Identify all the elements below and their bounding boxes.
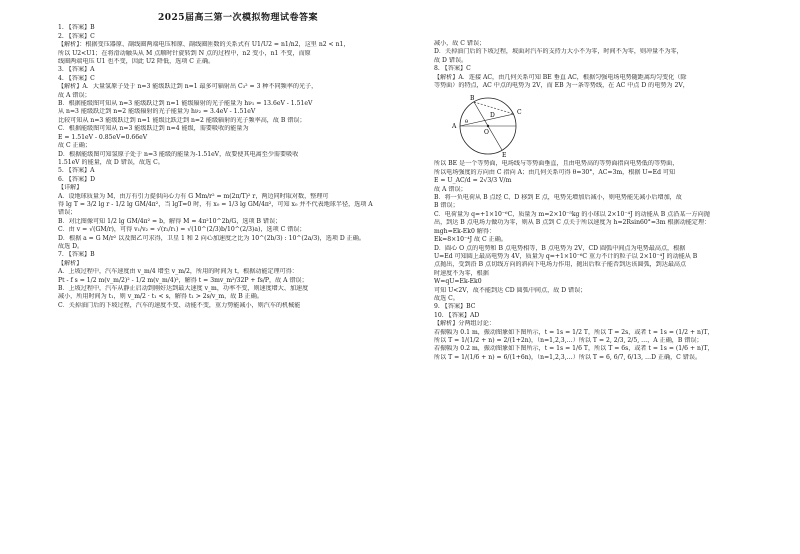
text-line: W=qU=Ek-Ek0: [434, 278, 482, 286]
text-line: 可知 U<2V，故不能到达 CD 圆弧中间点，故 D 错误；: [434, 286, 587, 294]
text-line: 所以 U2<U1；在将滑动触头从 M 点顺时针旋转到 N 点的过程中，n2 变小，n1 不变，而原: [58, 49, 311, 57]
label-theta: θ: [465, 119, 469, 126]
text-line: 【解析】A．大量氢原子处于 n=3 能级跃迁到 n=1 最多可辐射出 C₃² = 3 种不同频率的光子，: [58, 83, 318, 91]
label-b: B: [470, 95, 475, 103]
text-line: 故选 D。: [58, 242, 84, 250]
text-line: 1.51eV 的能量，故 D 错误，故选 C。: [58, 158, 164, 166]
center-point: [487, 125, 489, 127]
text-line: 1. 【答案】B: [58, 24, 95, 32]
text-line: 若振幅为 0.2 m，振动图象如下图所示，t = 1s = 1/6 T，所以 T = 6s，或者 t = 1s = (1/6 + n)T，: [434, 345, 714, 353]
text-line: 6. 【答案】D: [58, 175, 96, 183]
text-line: C．关掉油门后的下坡过程，汽车的速度不变、动能不变，重力势能减小，则汽车的机械能: [58, 301, 301, 309]
text-line: mgh=Ek-Ek0 解得：: [434, 227, 496, 235]
text-line: 故 A 错误；: [434, 185, 467, 193]
text-line: B．根据能级图可知从 n=3 能级跃迁到 n=1 能级辐射的光子能量为 hν₁ = 13.6eV - 1.51eV: [58, 100, 313, 108]
left-column: [58, 14, 418, 310]
text-line: 故 C 正确；: [58, 142, 91, 150]
text-line: 比较可知从 n=3 能级跃迁到 n=1 能级比跃迁到 n=2 能级辐射的光子频率高，故 B 错误；: [58, 116, 306, 124]
text-line: 所以 BE 是一个等势面，电场线与等势面垂直，且由电势高的等势面指向电势低的等势面，: [434, 160, 679, 168]
label-o: O: [484, 129, 489, 137]
text-line: 【详解】: [58, 184, 83, 192]
text-line: 错误；: [58, 209, 77, 217]
text-line: 得 lg T = 3/2 lg r - 1/2 lg GM/4π²，当 lgT=0 时，有 x₀ = 1/3 lg GM/4π²，可知 x₀ 并不代表地球半径，选项 A: [58, 200, 373, 208]
text-line: 减小，所用时间为 t₁，则 v_m/2 · t₁ < s，解得 t₁ > 2s/v_m，故 B 正确。: [58, 293, 263, 301]
text-line: 7. 【答案】B: [58, 251, 95, 259]
page-title: 2025届高三第一次模拟物理试卷答案: [157, 13, 319, 23]
text-line: A．上坡过程中，汽车速度由 v_m/4 增至 v_m/2，所用的时间为 t，根据动能定理可得：: [58, 268, 298, 276]
label-a: A: [452, 123, 457, 131]
text-line: 4. 【答案】C: [58, 74, 95, 82]
text-line: Pt - f s = 1/2 m(v_m/2)² - 1/2 m(v_m/4)²，解得 t = 3mv_m²/32P + fs/P，故 A 错误；: [58, 276, 308, 284]
text-line: D．根据能级图可知氢原子处于 n=3 能级的能量为-1.51eV，故要使其电离至少需要吸收: [58, 150, 299, 158]
text-line: C．由 v = √(GM/r)，可得 v₁/v₂ = √(r₂/r₁) = √(10^(2/3)b/10^(2/3)a)，选项 C 错误；: [58, 226, 306, 234]
label-d: D: [490, 112, 495, 120]
text-line: 减小，故 C 错误；: [434, 40, 486, 47]
text-line: 线圈两端电压 U1 也不变，因此 U2 降低，选项 C 正确。: [58, 58, 215, 66]
text-line: 【解析】分两组讨论：: [434, 320, 495, 328]
text-line: 故 D 错误。: [434, 56, 468, 64]
text-line: B．对比图像可知 1/2 lg GM/4π² = b，解得 M = 4π²10^2b/G，选项 B 错误；: [58, 217, 282, 225]
text-line: 9. 【答案】BC: [434, 303, 476, 311]
text-line: 【解析】: [58, 259, 83, 267]
text-line: 所以电场强度的方向由 C 指向 A；由几何关系可得 θ=30°，AC=3m，根据 U=Ed 可知: [434, 168, 676, 176]
text-line: 【解析】A．连接 AC，由几何关系可知 BE 垂直 AC，根据匀强电场电势随距离均匀变化（除: [434, 73, 687, 81]
electric-field-circle-figure: [438, 92, 558, 158]
text-line: 出，到达 B 点电场力做功为零，则从 B 点到 C 点关于所以速度为 h=2Rsin60°=3m 根据动能定理：: [434, 219, 711, 227]
right-column: [434, 40, 794, 362]
text-line: 若振幅为 0.1 m，振动图象如下图所示，t = 1s = 1/2 T，所以 T = 2s，或者 t = 1s = (1/2 + n)T，: [434, 328, 714, 336]
text-line: A．设地球质量为 M，由万有引力提供向心力有 G Mm/r² = m(2π/T)² r，两边同时取对数，整理可: [58, 192, 329, 200]
text-line: 从 n=3 能级跃迁到 n=2 能级辐射的光子能量为 hν₂ = 3.4eV - 1.51eV: [58, 108, 256, 116]
text-line: E = U_AC/d = 2√3/3 V/m: [434, 177, 512, 185]
text-line: D．圆心 O 点的电势和 B 点电势相等，B 点电势为 2V，CD 圆弧中间点为电势最高点，根据: [434, 244, 686, 252]
circle-diagram: [438, 92, 558, 158]
text-line: 故选 C。: [434, 294, 459, 302]
text-line: U=Ed 可知圆上最高电势为 4V，质量为 q=+1×10⁻⁶C 重力不计的粒子以 2×10⁻⁴J 的动能从 B: [434, 252, 698, 260]
text-line: D．关掉油门后的下坡过程，坡面对汽车的支持力大小不为零，时间不为零，则冲量不为零，: [434, 48, 683, 56]
text-line: 2. 【答案】C: [58, 32, 95, 40]
text-line: 5. 【答案】A: [58, 167, 95, 175]
text-line: C．根据能级图可知从 n=3 能级跃迁到 n=4 能级，需要吸收的能量为: [58, 125, 249, 133]
text-line: Ek=8×10⁻⁴J 故 C 正确。: [434, 236, 507, 244]
label-c: C: [517, 109, 522, 117]
text-line: 故 A 错误；: [58, 91, 91, 99]
text-line: 8. 【答案】C: [434, 65, 471, 73]
text-line: 所以 T = 1/(1/2 + n) = 2/(1+2n)，（n=1,2,3,…）所以 T = 2, 2/3, 2/5, …，A 正确，B 错误；: [434, 336, 703, 344]
text-line: 时速度不为零，根据: [434, 269, 489, 277]
text-line: 3. 【答案】A: [58, 66, 95, 74]
text-line: 点抛出，受到沿 B 点切线方向的斜向下电场力作用，抛出后粒子能否到达该圆弧，到达最高点: [434, 261, 687, 269]
text-line: 10. 【答案】AD: [434, 311, 480, 319]
text-line: 所以 T = 1/(1/6 + n) = 6/(1+6n)，（n=1,2,3,…）所以 T = 6, 6/7, 6/13, …D 正确，C 错误。: [434, 353, 702, 361]
text-line: E = 1.51eV - 0.85eV=0.66eV: [58, 133, 148, 141]
text-line: B．上坡过程中，汽车从静止启动到刚好达到最大速度 v_m，功率不变，则速度增大、加速度: [58, 285, 309, 292]
text-line: B 错误；: [434, 202, 459, 210]
label-e: E: [502, 152, 507, 159]
text-line: 等势面）的特点，AC 中点的电势为 2V，而 EB 为一条等势线，在 AC 中点 D 的电势为 2V，: [434, 82, 689, 90]
text-line: C．电荷量为 q=+1×10⁻⁶C，质量为 m=2×10⁻⁵kg 的小球以 2×10⁻⁴J 的动能从 B 点沿某一方向抛: [434, 210, 710, 218]
text-line: 【解析】：根据变压器原、副线圈两端电压和原、副线圈匝数的关系式有 U1/U2 = n1/n2，这里 n2 < n1，: [58, 41, 350, 49]
text-line: D．根据 a = G M/r² 以及图乙可求得，卫星 1 和 2 向心加速度之比为 10^(2b/3) : 10^(2a/3)，选项 D 正确。: [58, 234, 365, 242]
text-line: B．将一负电荷从 B 点经 C、D 移到 E 点，电势先增加后减小，则电势能先减小后增加，故: [434, 194, 682, 202]
